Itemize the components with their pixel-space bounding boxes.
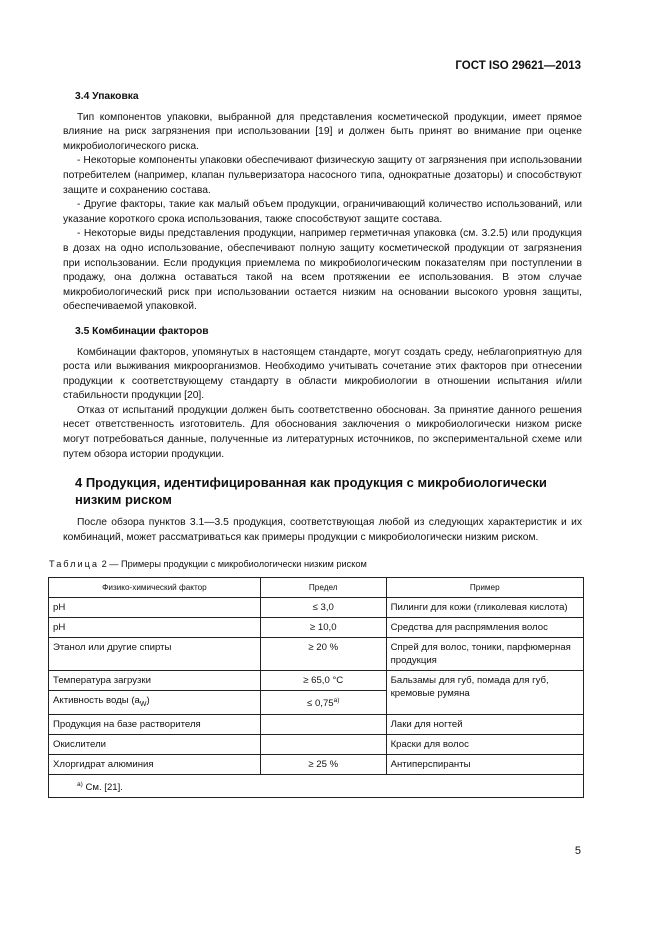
factor-subscript: W [139,700,147,708]
limit-text: ≤ 0,75 [307,698,334,710]
paragraph: - Некоторые компоненты упаковки обеспечивают физическую защиту от загрязнения при использовании потребителем (например, клапан пульверизатора насосного типа, однократные дозаторы) и способствуют защите и сохранению состава. [63,155,582,196]
factor-cell: pH [49,618,261,638]
example-cell: Спрей для волос, тоники, парфюмерная продукция [386,638,583,671]
table-header-row [49,578,584,598]
paragraph: - Другие факторы, такие как малый объем продукции, ограничивающий количество использований, или указание короткого срока использования, также способствуют защите состава. [63,199,582,225]
table-row [49,598,584,618]
section-3-5-title: 3.5 Комбинации факторов [75,325,209,337]
table-row [49,638,584,671]
section-3-4-title: 3.4 Упаковка [75,91,139,102]
footnote-ref: а) [333,697,340,705]
example-cell: Лаки для ногтей [386,714,583,734]
column-header-limit: Предел [260,578,386,598]
factor-cell: pH [49,598,261,618]
paragraph: Комбинации факторов, упомянутых в настоящем стандарте, могут создать среду, неблагоприятную для роста или выживания микроорганизмов. Необходимо учитывать сочетание этих факторов при отнесении продукции к соответствующему стандарту в области микробиологии в отношении испытания и/или стабильности продукции [20]. [63,346,582,402]
limit-cell: ≥ 25 % [260,754,386,774]
column-header-factor: Физико-химический фактор [49,578,261,598]
example-cell: Средства для распрямления волос [386,618,583,638]
table-caption [49,557,582,572]
footnote-mark: а) [77,780,83,788]
factor-cell: Этанол или другие спирты [49,638,261,671]
paragraph: После обзора пунктов 3.1—3.5 продукция, соответствующая любой из следующих характеристик и их комбинаций, может рассматриваться как примеры продукции с микробиологически низким риском. [63,517,582,543]
table-row [49,734,584,754]
paragraph: Отказ от испытаний продукции должен быть соответственно обоснован. За принятие данного решения несет ответственность изготовитель. Для обоснования заключения о микробиологически низком риске могут потребоваться данные, полученные из литературных источников, по экспериментальной схеме или путем обзора истории продукции. [63,404,582,460]
table-row [49,714,584,734]
example-cell: Бальзамы для губ, помада для губ, кремовые румяна [386,671,583,715]
table-caption-word: Таблица [49,559,100,570]
limit-cell: ≥ 10,0 [260,618,386,638]
limit-cell [260,734,386,754]
example-cell: Пилинги для кожи (гликолевая кислота) [386,598,583,618]
section-4-title: 4 Продукция, идентифицированная как продукция с микробиологически низким риском [75,475,547,507]
table-row [49,671,584,691]
table-row [49,754,584,774]
table-caption-text: 2 — Примеры продукции с микробиологически низким риском [99,559,367,570]
example-cell: Краски для волос [386,734,583,754]
page-content [49,90,582,798]
factor-text: Активность воды (a [53,695,140,707]
table-footnote-row [49,774,584,797]
example-cell: Антиперспиранты [386,754,583,774]
table-footnote [49,774,584,797]
footnote-text: См. [21]. [82,781,123,793]
column-header-example: Пример [386,578,583,598]
low-risk-products-table [48,577,584,798]
factor-text-end: ) [146,695,150,707]
factor-cell [49,691,261,715]
factor-cell: Температура загрузки [49,671,261,691]
standard-header: ГОСТ ISO 29621—2013 [455,60,581,72]
factor-cell: Хлоргидрат алюминия [49,754,261,774]
paragraph: Тип компонентов упаковки, выбранной для представления косметической продукции, имеет прямое влияние на риск загрязнения при использовании [19] и должен быть принят во внимание при оценке микробиологического риска. [63,111,582,152]
page-number: 5 [574,845,581,857]
limit-cell [260,714,386,734]
paragraph: - Некоторые виды представления продукции, например герметичная упаковка (см. 3.2.5) или продукция в дозах на одно использование, обеспечивают полную защиту косметической продукции от загрязнения при использовании. Если продукция приемлема по микробиологическим показателям при поступлении в продажу, она должна оставаться такой на всем протяжении ее использования. В этом случае микробиологический риск при использовании остается низким на основании высокого уровня защиты, обеспечиваемой упаковкой. [63,228,582,313]
limit-cell [260,691,386,715]
factor-cell: Продукция на базе растворителя [49,714,261,734]
limit-cell: ≤ 3,0 [260,598,386,618]
limit-cell: ≥ 65,0 °С [260,671,386,691]
table-row [49,618,584,638]
factor-cell: Окислители [49,734,261,754]
limit-cell: ≥ 20 % [260,638,386,671]
